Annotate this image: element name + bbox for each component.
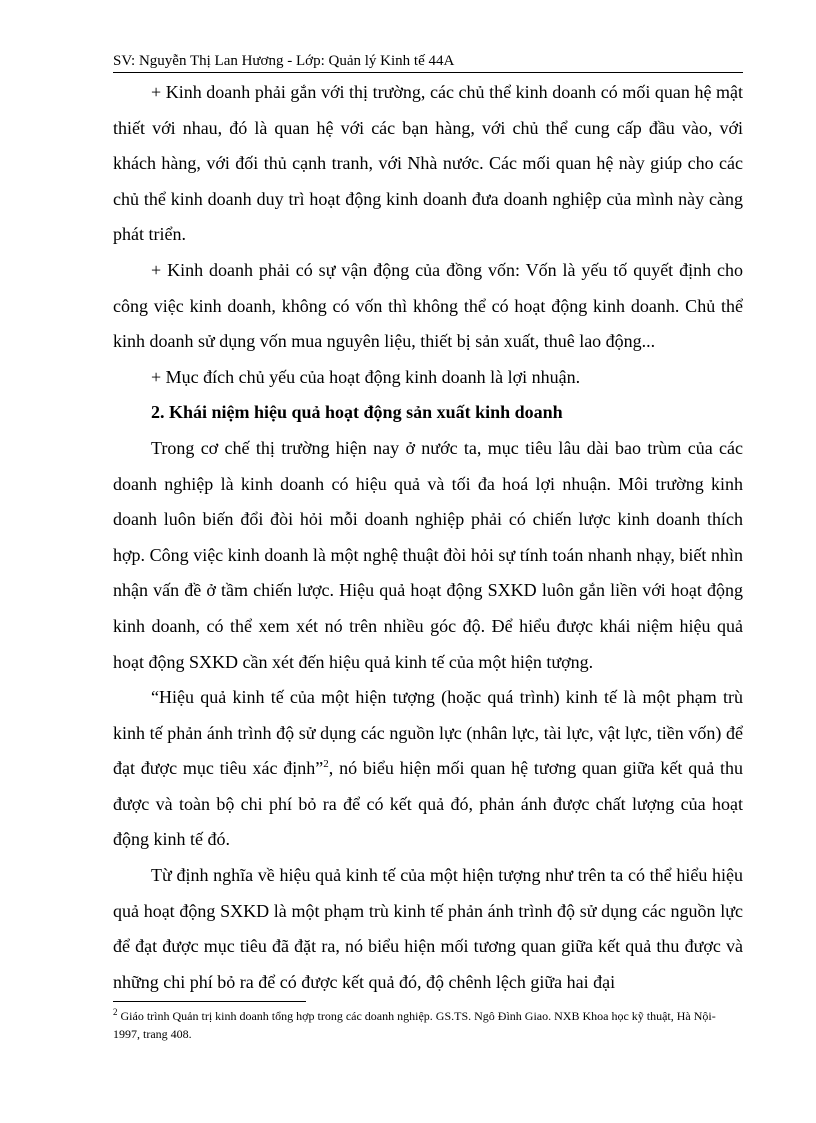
footnote-text: Giáo trình Quản trị kinh doanh tổng hợp trong các doanh nghiệp. GS.TS. Ngô Đình Giao. NXB Khoa học kỹ thuật, Hà Nội- 1997, trang 408. bbox=[113, 1009, 716, 1041]
footnote-divider bbox=[113, 1001, 306, 1002]
document-body bbox=[113, 75, 743, 1000]
definition-quote: “Hiệu quả kinh tế của một hiện tượng (hoặc quá trình) kinh tế là một phạm trù kinh tế phản ánh trình độ sử dụng các nguồn lực (nhân lực, tài lực, vật lực, tiền vốn) để đạt được mục tiêu xác định” bbox=[113, 687, 743, 779]
definition-continuation: , nó biểu hiện mối quan hệ tương quan giữa kết quả thu được và toàn bộ chi phí bỏ ra để có kết quả đó, phản ánh được chất lượng của hoạt động kinh tế đó. bbox=[113, 758, 743, 850]
paragraph-market-relations: + Kinh doanh phải gắn với thị trường, các chủ thể kinh doanh có mối quan hệ mật thiết với nhau, đó là quan hệ với các bạn hàng, với chủ thể cung cấp đầu vào, với khách hàng, với đối thủ cạnh tranh, với Nhà nước. Các mối quan hệ này giúp cho các chủ thể kinh doanh duy trì hoạt động kinh doanh đưa doanh nghiệp của mình này càng phát triển. bbox=[113, 82, 743, 245]
header-text: SV: Nguyễn Thị Lan Hương - Lớp: Quản lý Kinh tế 44A bbox=[113, 53, 455, 69]
paragraph-market-mechanism: Trong cơ chế thị trường hiện nay ở nước ta, mục tiêu lâu dài bao trùm của các doanh nghiệp là kinh doanh có hiệu quả và tối đa hoá lợi nhuận. Môi trường kinh doanh luôn biến đổi đòi hỏi mỗi doanh nghiệp phải có chiến lược kinh doanh thích hợp. Công việc kinh doanh là một nghệ thuật đòi hỏi sự tính toán nhanh nhạy, biết nhìn nhận vấn đề ở tầm chiến lược. Hiệu quả hoạt động SXKD luôn gắn liền với hoạt động kinh doanh, có thể xem xét nó trên nhiều góc độ. Để hiểu được khái niệm hiệu quả hoạt động SXKD cần xét đến hiệu quả kinh tế của một hiện tượng. bbox=[113, 437, 743, 672]
paragraph-sxkd-efficiency: Từ định nghĩa về hiệu quả kinh tế của một hiện tượng như trên ta có thể hiểu hiệu quả hoạt động SXKD là một phạm trù kinh tế phản ánh trình độ sử dụng các nguồn lực để đạt được mục tiêu đã đặt ra, nó biểu hiện mối tương quan giữa kết quả thu được và những chi phí bỏ ra để có được kết quả đó, độ chênh lệch giữa hai đại bbox=[113, 865, 743, 992]
footnote-number: 2 bbox=[113, 1007, 118, 1017]
section-heading: 2. Khái niệm hiệu quả hoạt động sản xuất kinh doanh bbox=[151, 402, 563, 423]
page-header bbox=[113, 52, 743, 73]
footnote bbox=[113, 1007, 745, 1043]
paragraph-profit-goal: + Mục đích chủ yếu của hoạt động kinh doanh là lợi nhuận. bbox=[151, 366, 581, 387]
paragraph-efficiency-definition bbox=[113, 680, 743, 858]
paragraph-capital-flow: + Kinh doanh phải có sự vận động của đồng vốn: Vốn là yếu tố quyết định cho công việc kinh doanh, không có vốn thì không thể có hoạt động kinh doanh. Chủ thể kinh doanh sử dụng vốn mua nguyên liệu, thiết bị sản xuất, thuê lao động... bbox=[113, 259, 743, 352]
footnote-reference[interactable]: 2 bbox=[323, 758, 329, 771]
